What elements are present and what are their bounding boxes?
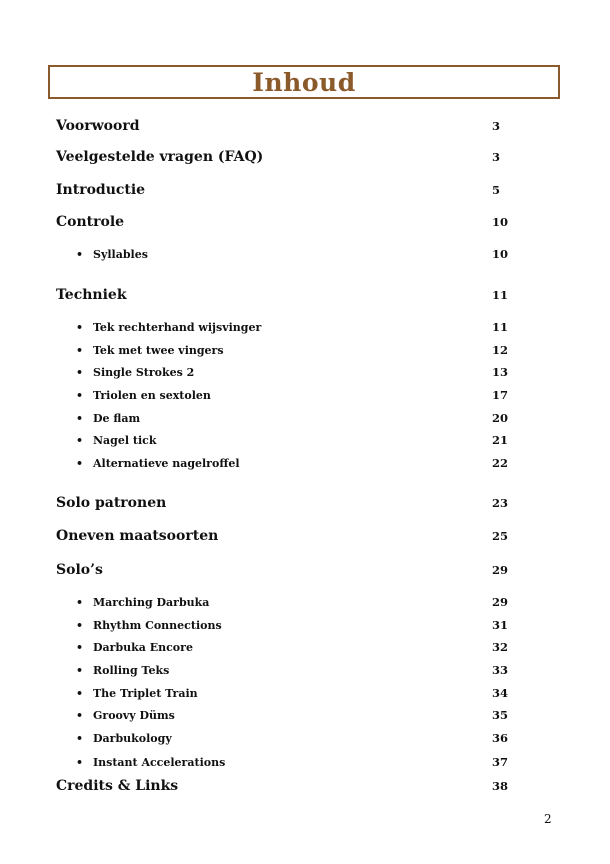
bullet-icon: • [76,731,84,745]
toc-entry-label: Solo patronen [56,495,167,511]
toc-entry-faq[interactable] [56,147,510,167]
toc-entry-label: Syllables [93,247,148,261]
toc-entry-page: 10 [492,247,509,261]
bullet-icon: • [76,247,84,261]
toc-entry-page: 29 [492,563,509,577]
toc-entry-label: Darbuka Encore [93,640,193,654]
toc-entry-label: Single Strokes 2 [93,365,195,379]
toc-entry-page: 21 [492,433,509,447]
toc-entry-label: Rolling Teks [93,663,170,677]
bullet-icon: • [76,411,84,425]
toc-entry-label: Solo’s [56,562,103,578]
toc-entry-label: De flam [93,411,141,425]
toc-entry-page: 13 [492,365,509,379]
toc-entry-page: 20 [492,411,509,425]
toc-entry-label: Tek met twee vingers [93,343,224,357]
toc-entry-label: Voorwoord [56,118,140,134]
toc-entry-label: Marching Darbuka [93,595,210,609]
toc-subentry-nagel-tick[interactable] [56,430,510,450]
toc-entry-label: Controle [56,214,125,230]
toc-subentry-darbukology[interactable] [56,728,510,748]
toc-entry-page: 11 [492,320,509,334]
toc-entry-page: 5 [492,183,501,197]
bullet-icon: • [76,640,84,654]
toc-entry-page: 12 [492,343,509,357]
toc-entry-page: 3 [492,119,501,133]
toc-subentry-rolling-teks[interactable] [56,660,510,680]
toc-entry-label: Groovy Düms [93,708,175,722]
toc-entry-techniek[interactable] [56,285,510,305]
toc-entry-credits-links[interactable] [56,776,510,796]
toc-entry-page: 29 [492,595,509,609]
toc-entry-page: 25 [492,529,509,543]
toc-entry-page: 11 [492,288,509,302]
toc-entry-page: 23 [492,496,509,510]
toc-entry-label: Triolen en sextolen [93,388,211,402]
toc-entry-page: 33 [492,663,509,677]
toc-entry-page: 3 [492,150,501,164]
toc-entry-label: Instant Accelerations [93,755,226,769]
toc-subentry-rhythm-connections[interactable] [56,615,510,635]
toc-entry-page: 22 [492,456,509,470]
title-box [48,65,560,99]
toc-entry-introductie[interactable] [56,180,510,200]
bullet-icon: • [76,686,84,700]
toc-subentry-syllables[interactable] [56,244,510,264]
bullet-icon: • [76,343,84,357]
bullet-icon: • [76,456,84,470]
toc-subentry-tek-rechterhand[interactable] [56,317,510,337]
toc-entry-label: Rhythm Connections [93,618,222,632]
toc-subentry-triolen[interactable] [56,385,510,405]
toc-entry-label: Veelgestelde vragen (FAQ) [56,149,264,165]
toc-entry-solo-patronen[interactable] [56,493,510,513]
toc-entry-page: 38 [492,779,509,793]
bullet-icon: • [76,595,84,609]
toc-entry-oneven-maatsoorten[interactable] [56,526,510,546]
toc-entry-label: Darbukology [93,731,172,745]
toc-entry-label: Techniek [56,287,127,303]
bullet-icon: • [76,755,84,769]
toc-entry-label: Oneven maatsoorten [56,528,219,544]
toc-entry-solos[interactable] [56,560,510,580]
bullet-icon: • [76,433,84,447]
toc-entry-page: 36 [492,731,509,745]
toc-entry-label: Credits & Links [56,778,179,794]
toc-entry-label: Introductie [56,182,146,198]
bullet-icon: • [76,618,84,632]
toc-subentry-darbuka-encore[interactable] [56,637,510,657]
bullet-icon: • [76,388,84,402]
bullet-icon: • [76,365,84,379]
toc-subentry-triplet-train[interactable] [56,683,510,703]
toc-entry-page: 32 [492,640,509,654]
toc-entry-voorwoord[interactable] [56,116,510,136]
toc-subentry-groovy-dums[interactable] [56,705,510,725]
toc-entry-page: 35 [492,708,509,722]
toc-subentry-tek-twee-vingers[interactable] [56,340,510,360]
toc-entry-page: 31 [492,618,509,632]
toc-entry-page: 17 [492,388,509,402]
page-number: 2 [544,812,552,826]
toc-subentry-de-flam[interactable] [56,408,510,428]
toc-entry-controle[interactable] [56,212,510,232]
bullet-icon: • [76,708,84,722]
bullet-icon: • [76,320,84,334]
bullet-icon: • [76,663,84,677]
page-title: Inhoud [252,67,356,97]
toc-subentry-marching-darbuka[interactable] [56,592,510,612]
toc-entry-label: The Triplet Train [93,686,198,700]
toc-entry-label: Nagel tick [93,433,157,447]
toc-subentry-nagelroffel[interactable] [56,453,510,473]
toc-entry-page: 10 [492,215,509,229]
toc-entry-label: Tek rechterhand wijsvinger [93,320,262,334]
toc-entry-page: 34 [492,686,509,700]
toc-entry-label: Alternatieve nagelroffel [93,456,240,470]
toc-subentry-instant-accelerations[interactable] [56,752,510,772]
toc-entry-page: 37 [492,755,509,769]
toc-subentry-single-strokes[interactable] [56,362,510,382]
